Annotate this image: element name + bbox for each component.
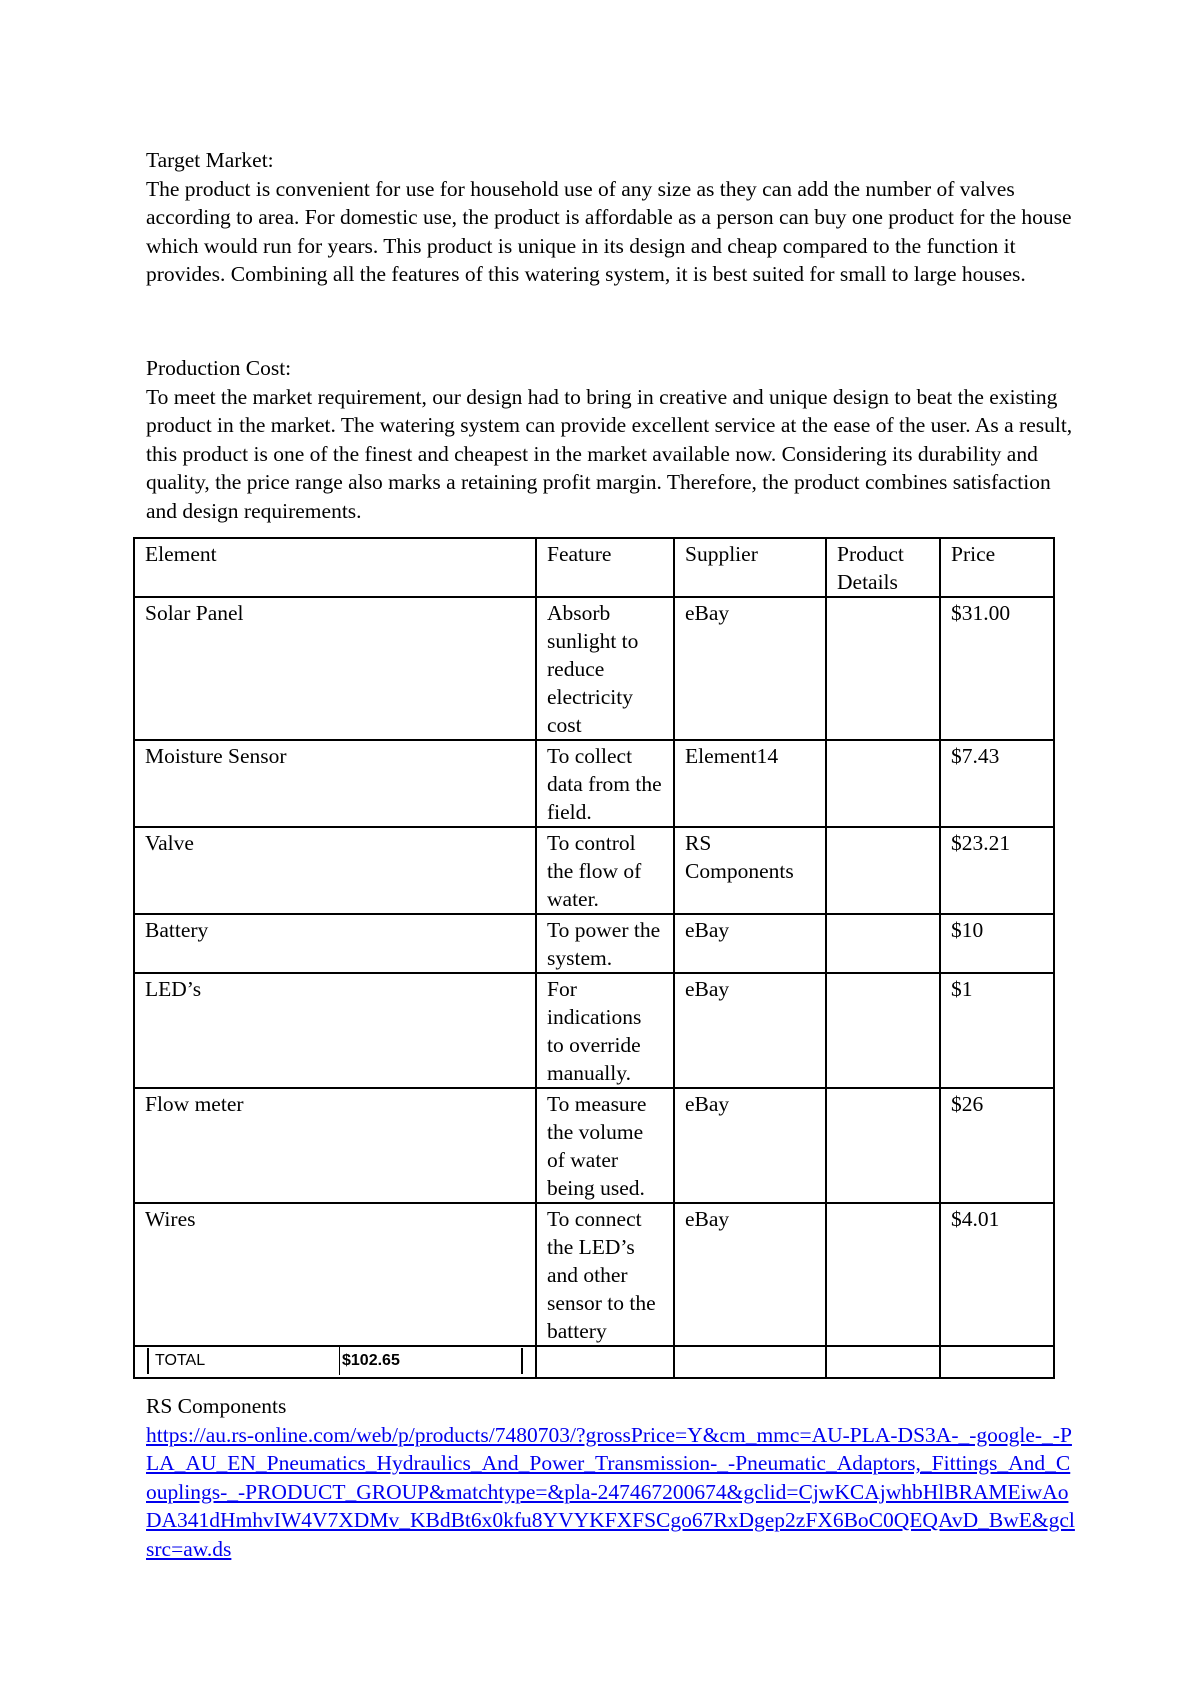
table-row (134, 914, 1054, 973)
empty-cell (940, 1346, 1054, 1378)
cell-supplier: eBay (674, 1088, 826, 1203)
cell-details (826, 740, 940, 827)
cell-feature: To power the system. (536, 914, 674, 973)
cell-feature: To measure the volume of water being used. (536, 1088, 674, 1203)
cell-price: $26 (940, 1088, 1054, 1203)
table-header-row (134, 538, 1054, 597)
cell-supplier: Element14 (674, 740, 826, 827)
cell-element: LED’s (134, 973, 536, 1088)
cell-feature: To connect the LED’s and other sensor to the battery (536, 1203, 674, 1346)
production-cost-body: To meet the market requirement, our design had to bring in creative and unique design to beat the existing product in the market. The watering system can provide excellent service at the ease of the user. As a result, this product is one of the finest and cheapest in the market available now. Considering its durability and quality, the price range also marks a retaining profit margin. Therefore, the product combines satisfaction and design requirements. (146, 384, 1073, 523)
production-cost-section (146, 354, 1076, 525)
cell-details (826, 597, 940, 740)
cell-price: $31.00 (940, 597, 1054, 740)
rs-components-link[interactable]: https://au.rs-online.com/web/p/products/7480703/?grossPrice=Y&cm_mmc=AU-PLA-DS3A-_-google-_-PLA_AU_EN_Pneumatics_Hydraulics_And_Power_Transmission-_-Pneumatic_Adaptors,_Fittings_And_Couplings-_-PRODUCT_GROUP&matchtype=&pla-247467200674&gclid=CjwKCAjwhbHlBRAMEiwAoDA341dHmhvIW4V7XDMv_KBdBt6x0kfu8YVYKFXFSCgo67RxDgep2zFX6BoC0QEQAvD_BwE&gclsrc=aw.ds (146, 1422, 1075, 1561)
header-price: Price (940, 538, 1054, 597)
table-total-row (134, 1346, 1054, 1378)
empty-cell (674, 1346, 826, 1378)
rs-components-section (146, 1392, 1076, 1563)
cell-details (826, 914, 940, 973)
cell-feature: Absorb sunlight to reduce electricity cost (536, 597, 674, 740)
table-row (134, 597, 1054, 740)
empty-cell (826, 1346, 940, 1378)
cell-price: $7.43 (940, 740, 1054, 827)
cell-supplier: eBay (674, 973, 826, 1088)
cell-element: Solar Panel (134, 597, 536, 740)
cost-table (133, 537, 1055, 1379)
cell-element: Valve (134, 827, 536, 914)
cell-price: $1 (940, 973, 1054, 1088)
header-element: Element (134, 538, 536, 597)
cell-element: Moisture Sensor (134, 740, 536, 827)
table-row (134, 827, 1054, 914)
table-row (134, 740, 1054, 827)
table-row (134, 1203, 1054, 1346)
cell-details (826, 1203, 940, 1346)
header-supplier: Supplier (674, 538, 826, 597)
total-label: TOTAL (155, 1352, 206, 1369)
header-feature: Feature (536, 538, 674, 597)
cell-details (826, 1088, 940, 1203)
cell-feature: For indications to override manually. (536, 973, 674, 1088)
cell-element: Flow meter (134, 1088, 536, 1203)
header-product-details: Product Details (826, 538, 940, 597)
target-market-heading: Target Market: (146, 148, 274, 172)
cell-feature: To control the flow of water. (536, 827, 674, 914)
cell-price: $10 (940, 914, 1054, 973)
total-value: $102.65 (339, 1347, 400, 1375)
rs-components-heading: RS Components (146, 1394, 287, 1418)
cell-element: Wires (134, 1203, 536, 1346)
cell-supplier: eBay (674, 597, 826, 740)
cell-feature: To collect data from the field. (536, 740, 674, 827)
target-market-section (146, 146, 1076, 289)
production-cost-heading: Production Cost: (146, 356, 292, 380)
cell-supplier: eBay (674, 914, 826, 973)
cell-supplier: RS Components (674, 827, 826, 914)
target-market-body: The product is convenient for use for household use of any size as they can add the number of valves according to area. For domestic use, the product is affordable as a person can buy one product for the house which would run for years. This product is unique in its design and cheap compared to the function it provides. Combining all the features of this watering system, it is best suited for small to large houses. (146, 176, 1072, 286)
cell-price: $23.21 (940, 827, 1054, 914)
cell-supplier: eBay (674, 1203, 826, 1346)
table-row (134, 973, 1054, 1088)
empty-cell (536, 1346, 674, 1378)
total-box (147, 1348, 523, 1374)
cell-price: $4.01 (940, 1203, 1054, 1346)
total-cell (134, 1346, 536, 1378)
cell-details (826, 827, 940, 914)
cell-element: Battery (134, 914, 536, 973)
cell-details (826, 973, 940, 1088)
table-row (134, 1088, 1054, 1203)
